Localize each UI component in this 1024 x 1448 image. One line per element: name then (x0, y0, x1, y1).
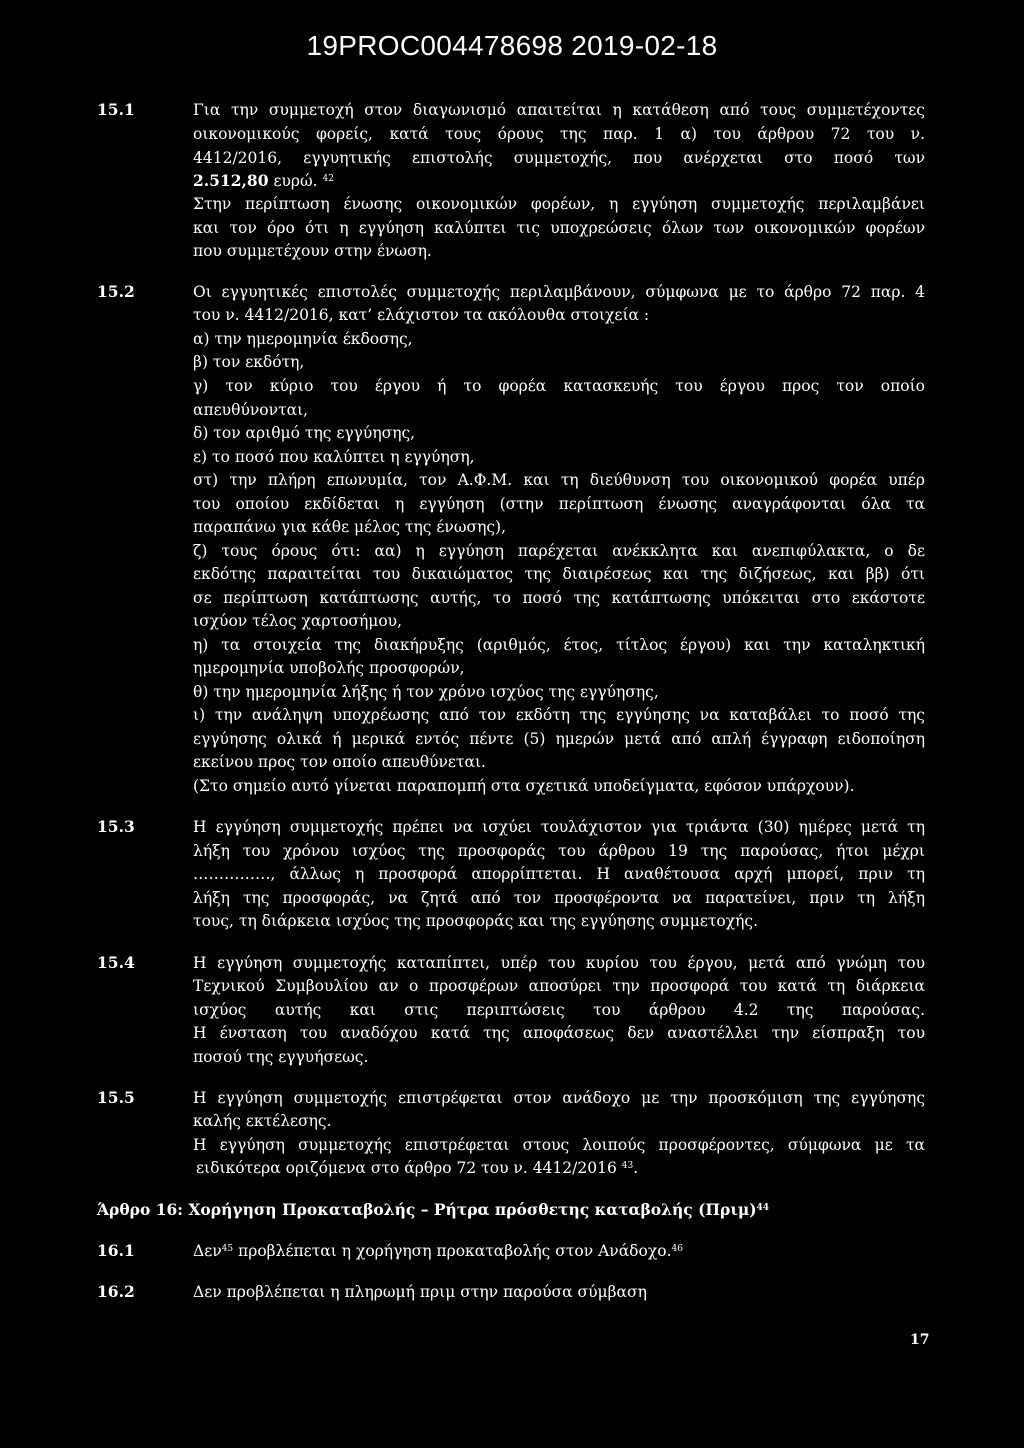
paragraph-text: προβλέπεται η χορήγηση προκαταβολής στον Ανάδοχο. (233, 1242, 672, 1260)
list-item: β) τον εκδότη, (193, 353, 305, 371)
section-number-15-2: 15.2 (97, 282, 135, 301)
paragraph-line: και τον όρο ότι η εγγύηση καλύπτει τις υποχρεώσεις όλων των οικονομικών φορέων (193, 219, 925, 237)
list-item: ισχύον τέλος χαρτοσήμου, (193, 612, 403, 630)
footnote-ref: 44 (756, 1203, 770, 1213)
section-number-16-1: 16.1 (97, 1241, 135, 1260)
paragraph-line: Η εγγύηση συμμετοχής καταπίπτει, υπέρ του κυρίου του έργου, μετά από γνώμη του (193, 954, 925, 972)
paragraph-line: Οι εγγυητικές επιστολές συμμετοχής περιλαμβάνουν, σύμφωνα με το άρθρο 72 παρ. 4 (193, 283, 925, 301)
list-item: ημερομηνία υποβολής προσφορών, (193, 659, 465, 677)
paragraph-line: Η εγγύηση συμμετοχής πρέπει να ισχύει τουλάχιστον για τριάντα (30) ημέρες μετά τη (193, 818, 925, 836)
paragraph-line: Δεν προβλέπεται η πληρωμή πριμ στην παρούσα σύμβαση (193, 1283, 647, 1301)
section-number-16-2: 16.2 (97, 1282, 135, 1301)
paragraph-line: οικονομικούς φορείς, κατά τους όρους της παρ. 1 α) του άρθρου 72 του ν. (193, 125, 925, 143)
footnote-ref: 42 (322, 174, 334, 184)
section-number-15-1: 15.1 (97, 100, 135, 119)
list-item: στ) την πλήρη επωνυμία, τον Α.Φ.Μ. και τη διεύθυνση του οικονομικού φορέα υπέρ (193, 471, 925, 489)
section-number-15-4: 15.4 (97, 953, 135, 972)
paragraph-line: λήξη του χρόνου ισχύος της προσφοράς του άρθρου 19 της παρούσας, ήτοι μέχρι (193, 842, 925, 860)
paragraph-line (196, 1158, 638, 1178)
paragraph-line: Η εγγύηση συμμετοχής επιστρέφεται στους λοιπούς προσφέροντες, σύμφωνα με τα (193, 1136, 925, 1154)
section-number-15-3: 15.3 (97, 817, 135, 836)
paragraph-line: ……………, άλλως η προσφορά απορρίπτεται. Η αναθέτουσα αρχή μπορεί, πριν τη (193, 865, 925, 883)
paragraph-line: Τεχνικού Συμβουλίου αν ο προσφέρων αποσύρει την προσφορά του κατά τη διάρκεια (193, 977, 925, 995)
paragraph-end: . (633, 1159, 639, 1177)
paragraph-line: καλής εκτέλεσης. (193, 1112, 332, 1130)
currency-text: ευρώ. (268, 172, 318, 190)
paragraph-line: Η εγγύηση συμμετοχής επιστρέφεται στον ανάδοχο με την προσκόμιση της εγγύησης (193, 1089, 925, 1107)
list-item: ε) το ποσό που καλύπτει η εγγύηση, (193, 448, 475, 466)
footnote-ref: 45 (221, 1244, 234, 1254)
list-item: θ) την ημερομηνία λήξης ή τον χρόνο ισχύος της εγγύησης, (193, 683, 659, 701)
paragraph-line: Η ένσταση του αναδόχου κατά της αποφάσεως δεν αναστέλλει την είσπραξη του (193, 1024, 925, 1042)
article-heading (97, 1200, 769, 1220)
section-number-15-5: 15.5 (97, 1088, 135, 1107)
list-item: του οποίου εκδίδεται η εγγύηση (στην περίπτωση ένωσης αναγράφονται όλα τα (193, 495, 925, 513)
list-item: σε περίπτωση κατάπτωσης αυτής, το ποσό της κατάπτωσης υπόκειται στο εκάστοτε (193, 589, 925, 607)
guarantee-amount: 2.512,80 (193, 171, 269, 190)
paragraph-line: Στην περίπτωση ένωσης οικονομικών φορέων, η εγγύηση συμμετοχής περιλαμβάνει (193, 195, 925, 213)
article-title: Άρθρο 16: Χορήγηση Προκαταβολής – Ρήτρα πρόσθετης καταβολής (Πριμ) (97, 1200, 757, 1219)
footnote-ref: 43 (621, 1161, 634, 1171)
paragraph-line: 4412/2016, εγγυητικής επιστολής συμμετοχής, που ανέρχεται στο ποσό των (193, 149, 925, 167)
list-item: η) τα στοιχεία της διακήρυξης (αριθμός, έτος, τίτλος έργου) και την καταληκτική (193, 636, 925, 654)
footnote-ref: 46 (671, 1244, 683, 1254)
reference-note: (Στο σημείο αυτό γίνεται παραπομπή στα σχετικά υποδείγματα, εφόσον υπάρχουν). (193, 777, 855, 795)
paragraph-line: Για την συμμετοχή στον διαγωνισμό απαιτείται η κατάθεση από τους συμμετέχοντες (193, 101, 925, 119)
list-item: γ) τον κύριο του έργου ή το φορέα κατασκευής του έργου προς τον οποίο (193, 377, 925, 395)
paragraph-text: ειδικότερα οριζόμενα στο άρθρο 72 του ν. 4412/2016 (196, 1159, 617, 1177)
list-item: εγγύησης ολικά ή μερικά εντός πέντε (5) ημερών μετά από απλή έγγραφη ειδοποίηση (193, 730, 925, 748)
paragraph-line: ισχύος αυτής και στις περιπτώσεις του άρθρου 4.2 της παρούσας. (193, 1001, 925, 1019)
list-item: απευθύνονται, (193, 401, 309, 419)
list-item: εκείνου προς τον οποίο απευθύνεται. (193, 753, 486, 771)
document-id-header: 19PROC004478698 2019-02-18 (306, 30, 718, 61)
paragraph-line: ποσού της εγγυήσεως. (193, 1048, 369, 1066)
list-item: ι) την ανάληψη υποχρέωσης από τον εκδότη της εγγύησης να καταβάλει το ποσό της (193, 706, 925, 724)
list-item: δ) τον αριθμό της εγγύησης, (193, 424, 416, 442)
guarantee-amount-line (193, 171, 334, 191)
list-item: παραπάνω για κάθε μέλος της ένωσης), (193, 518, 507, 536)
list-item: α) την ημερομηνία έκδοσης, (193, 330, 413, 348)
list-item: ζ) τους όρους ότι: αα) η εγγύηση παρέχεται ανέκκλητα και ανεπιφύλακτα, ο δε (193, 542, 925, 560)
page-number: 17 (910, 1332, 930, 1348)
paragraph-line: που συμμετέχουν στην ένωση. (193, 242, 432, 260)
paragraph-line: τους, τη διάρκεια ισχύος της προσφοράς και της εγγύησης συμμετοχής. (193, 912, 759, 930)
paragraph-text: Δεν (193, 1242, 222, 1260)
paragraph-line: λήξη της προσφοράς, να ζητά από τον προσφέροντα να παρατείνει, πριν τη λήξη (193, 889, 925, 907)
paragraph-line (193, 1241, 683, 1261)
paragraph-line: του ν. 4412/2016, κατ’ ελάχιστον τα ακόλουθα στοιχεία : (193, 306, 650, 324)
list-item: εκδότης παραιτείται του δικαιώματος της διαιρέσεως και της διζήσεως, και ββ) ότι (193, 565, 925, 583)
